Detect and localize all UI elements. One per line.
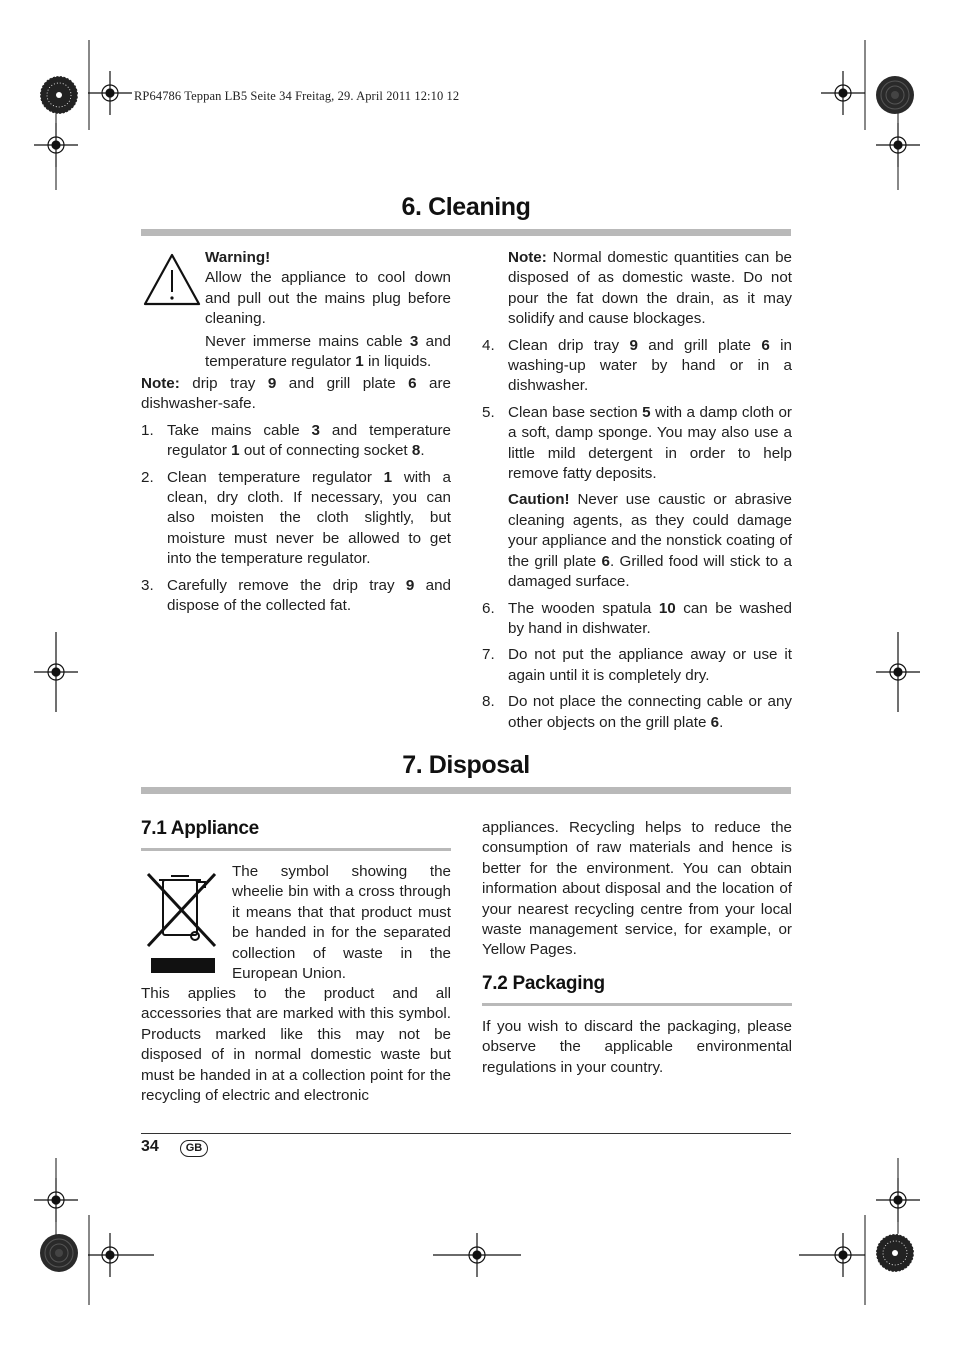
appliance-text-b: This applies to the product and all accessories that are marked with this symbol. Products marked like this may not be disposed of in normal domestic waste but must be handed in at a collection point for the recycling of electric and electronic	[141, 985, 451, 1105]
step-text: Clean drip tray 9 and grill plate 6 in washing-up water by hand or in a dishwasher.	[508, 336, 792, 395]
step-text: Clean temperature regulator 1 with a clean, dry cloth. If necessary, you can also moisten the cloth slightly, but moisture must never be allowed to get into the temperature regulator.	[167, 468, 451, 568]
step-number: 8.	[482, 693, 495, 711]
step-text: Do not put the appliance away or use it again until it is completely dry.	[508, 646, 792, 684]
step-text: Do not place the connecting cable or any other objects on the grill plate 6.	[508, 693, 792, 731]
warning-title: Warning!	[205, 249, 271, 266]
country-badge: GB	[180, 1140, 208, 1157]
crossed-wheelie-bin-icon	[143, 866, 223, 976]
step-number: 7.	[482, 646, 495, 664]
packaging-heading-rule	[482, 1003, 792, 1006]
step-text: The wooden spatula 10 can be washed by hand in dishwater.	[508, 599, 792, 637]
warning-text-1: Allow the appliance to cool down and pull out the mains plug before cleaning.	[205, 269, 451, 328]
disposal-title-rule	[141, 787, 791, 794]
step-text: Take mains cable 3 and temperature regulator 1 out of connecting socket 8.	[167, 421, 451, 460]
step-number: 4.	[482, 336, 495, 354]
step-text: Clean base section 5 with a damp cloth or a soft, damp sponge. You may also use a little mild detergent in order to help remove fatty deposits.	[508, 403, 792, 483]
step-number: 6.	[482, 599, 495, 617]
cleaning-step	[482, 692, 792, 733]
cleaning-step	[482, 645, 792, 686]
note-domestic-waste: Note: Normal domestic quantities can be disposed of as domestic waste. Do not pour the fat down the drain, as it may solidify and cause blockages.	[508, 249, 792, 328]
cleaning-step	[482, 599, 792, 640]
step-number: 3.	[141, 576, 154, 594]
packaging-text: If you wish to discard the packaging, please observe the applicable environmental regulations in your country.	[482, 1018, 792, 1076]
caution-note: Caution! Never use caustic or abrasive cleaning agents, as they could damage your appliance and the nonstick coating of the grill plate 6. Grilled food will stick to a damaged surface.	[508, 491, 792, 591]
cleaning-right-column	[482, 248, 792, 733]
appliance-text-a: The symbol showing the wheelie bin with a cross through it means that that product must be handed in for the separated collection of waste in the European Union.	[232, 863, 451, 983]
cleaning-step	[141, 576, 451, 617]
appliance-heading-rule	[141, 848, 451, 851]
cleaning-steps-right	[482, 336, 792, 733]
packaging-heading: 7.2 Packaging	[482, 973, 605, 994]
step-number: 1.	[141, 421, 154, 439]
step-number: 2.	[141, 468, 154, 486]
page-number: 34	[141, 1138, 159, 1155]
footer-rule	[141, 1133, 791, 1134]
cleaning-step	[482, 336, 792, 397]
cleaning-title-rule	[141, 229, 791, 236]
cleaning-title: 6. Cleaning	[401, 193, 531, 221]
cleaning-left-column	[141, 374, 451, 616]
note-dishwasher: Note: drip tray 9 and grill plate 6 are dishwasher-safe.	[141, 375, 452, 413]
step-number: 5.	[482, 403, 495, 421]
step-text: Carefully remove the drip tray 9 and dispose of the collected fat.	[167, 576, 451, 615]
cleaning-step	[141, 421, 451, 462]
appliance-text-c: appliances. Recycling helps to reduce the consumption of raw materials and hence is better for the environment. You can obtain information about disposal and the location of your nearest recycling centre from your local waste management service, for example, or Yellow Pages.	[482, 819, 792, 959]
warning-block	[205, 248, 451, 372]
cleaning-step	[482, 403, 792, 485]
appliance-heading: 7.1 Appliance	[141, 818, 259, 839]
warning-triangle-icon	[142, 252, 202, 308]
disposal-title: 7. Disposal	[402, 751, 530, 779]
warning-text-2: Never immerse mains cable 3 and temperature regulator 1 in liquids.	[205, 332, 451, 371]
print-header: RP64786 Teppan LB5 Seite 34 Freitag, 29. April 2011 12:10 12	[134, 89, 460, 103]
cleaning-steps-left	[141, 421, 451, 617]
cleaning-step	[141, 468, 451, 570]
